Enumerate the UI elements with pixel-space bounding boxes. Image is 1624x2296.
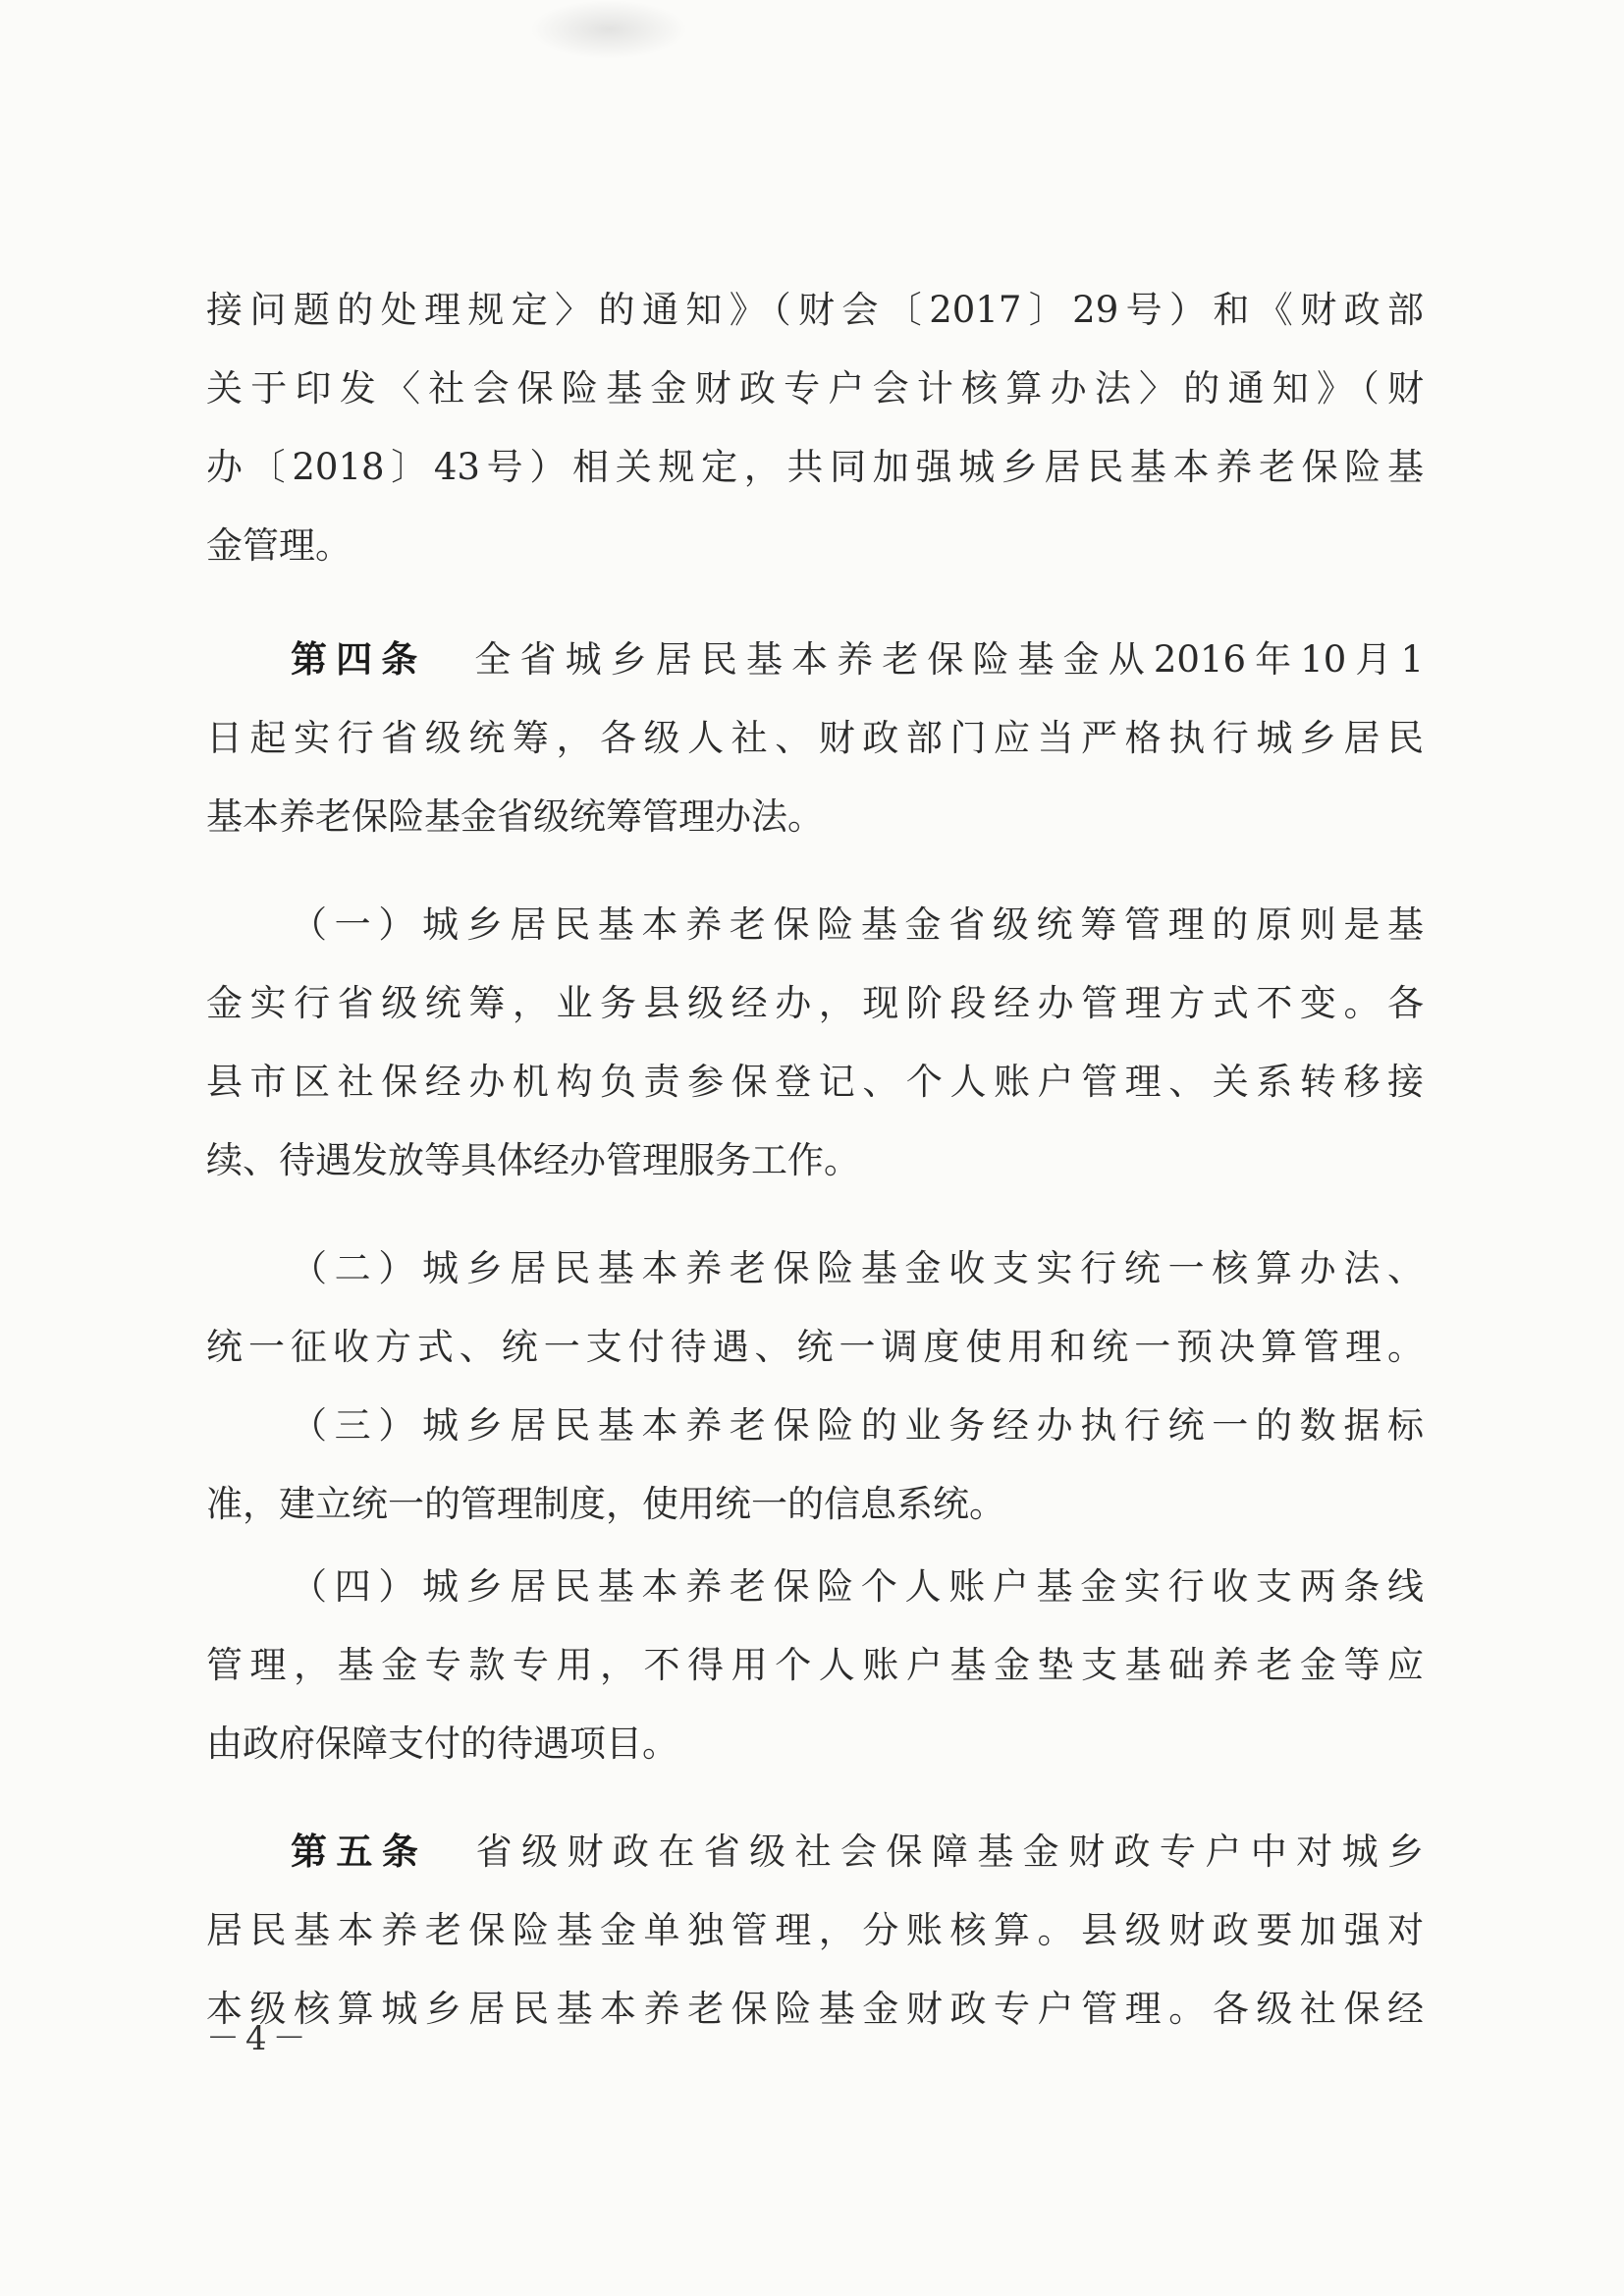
item-1-line: （一）城乡居民基本养老保险基金省级统筹管理的原则是基	[291, 903, 1424, 946]
item-2-line: （二）城乡居民基本养老保险基金收支实行统一核算办法、	[291, 1247, 1424, 1289]
paragraph-line: 居民基本养老保险基金单独管理，分账核算。县级财政要加强对	[206, 1909, 1424, 1951]
paragraph-line: 统一征收方式、统一支付待遇、统一调度使用和统一预决算管理。	[206, 1326, 1424, 1368]
paragraph-line: 关于印发〈社会保险基金财政专户会计核算办法〉的通知》（财	[206, 367, 1424, 410]
page-number: －4－	[206, 2019, 312, 2058]
article-4-heading: 第四条	[291, 638, 427, 681]
article-4-first-line	[206, 634, 1424, 685]
paragraph-line: 接问题的处理规定〉的通知》（财会〔2017〕29号）和《财政部	[206, 289, 1424, 331]
paragraph-line: 金实行省级统筹，业务县级经办，现阶段经办管理方式不变。各	[206, 982, 1424, 1024]
article-5-first-line	[206, 1827, 1424, 1878]
item-3-line: （三）城乡居民基本养老保险的业务经办执行统一的数据标	[291, 1404, 1424, 1447]
item-4-line: （四）城乡居民基本养老保险个人账户基金实行收支两条线	[291, 1565, 1424, 1608]
paragraph-line: 金管理。	[206, 524, 352, 567]
paragraph-line: 管理，基金专款专用，不得用个人账户基金垫支基础养老金等应	[206, 1644, 1424, 1686]
paragraph-line: 准，建立统一的管理制度，使用统一的信息系统。	[206, 1483, 1005, 1525]
paragraph-line: 办〔2018〕43号）相关规定，共同加强城乡居民基本养老保险基	[206, 446, 1424, 488]
paragraph-line: 续、待遇发放等具体经办管理服务工作。	[206, 1139, 860, 1181]
paragraph-line: 本级核算城乡居民基本养老保险基金财政专户管理。各级社保经	[206, 1988, 1424, 2030]
paragraph-line: 由政府保障支付的待遇项目。	[206, 1722, 678, 1765]
article-5-heading: 第五条	[291, 1831, 428, 1873]
paragraph-line: 日起实行省级统筹，各级人社、财政部门应当严格执行城乡居民	[206, 717, 1424, 759]
paragraph-line: 基本养老保险基金省级统筹管理办法。	[206, 795, 824, 838]
article-4-text: 全省城乡居民基本养老保险基金从2016年10月1	[465, 638, 1424, 681]
article-5-text: 省级财政在省级社会保障基金财政专户中对城乡	[466, 1831, 1424, 1873]
scan-smudge	[530, 0, 687, 59]
paragraph-line: 县市区社保经办机构负责参保登记、个人账户管理、关系转移接	[206, 1061, 1424, 1103]
